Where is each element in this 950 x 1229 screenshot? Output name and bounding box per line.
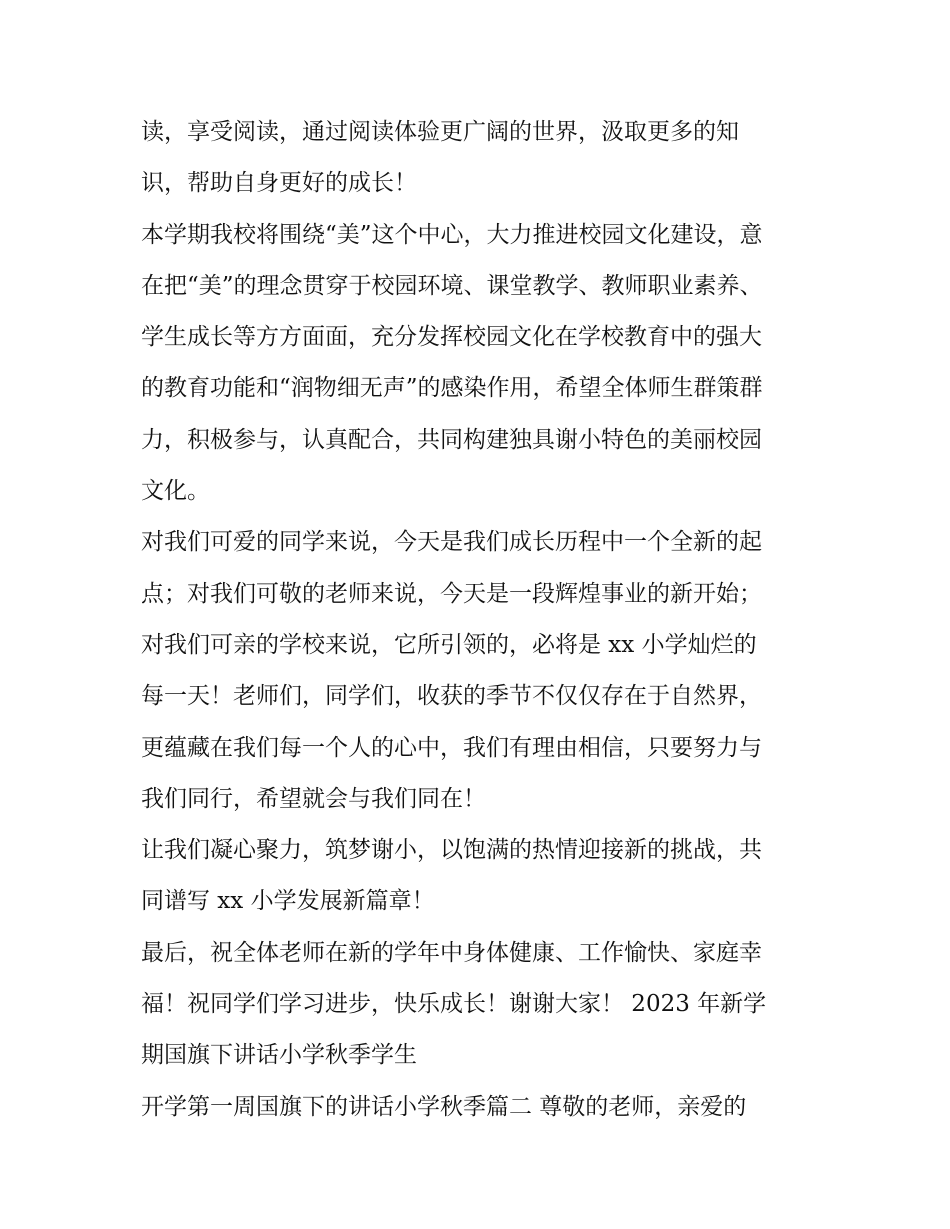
text-line: 期国旗下讲话小学秋季学生 — [141, 1042, 417, 1069]
text-line: 更蕴藏在我们每一个人的心中，我们有理由相信，只要努力与 — [141, 734, 762, 761]
text-line: 的教育功能和“润物细无声”的感染作用，希望全体师生群策群 — [141, 375, 763, 402]
text-line: 读，享受阅读，通过阅读体验更广阔的世界，汲取更多的知 — [141, 119, 739, 145]
text-line: 开学第一周国旗下的讲话小学秋季篇二 尊敬的老师，亲爱的 — [141, 1093, 747, 1120]
text-line: 我们同行，希望就会与我们同在！ — [141, 785, 486, 812]
text-line: 文化。 — [141, 478, 210, 505]
text-line: 学生成长等方方面面，充分发挥校园文化在学校教育中的强大 — [141, 324, 762, 351]
text-line: 同谱写 xx 小学发展新篇章！ — [141, 888, 435, 915]
text-line: 每一天！老师们，同学们，收获的季节不仅仅存在于自然界， — [141, 683, 762, 710]
text-line: 让我们凝心聚力，筑梦谢小，以饱满的热情迎接新的挑战，共 — [141, 837, 762, 864]
text-line: 本学期我校将围绕“美”这个中心，大力推进校园文化建设，意 — [141, 221, 763, 248]
text-line: 最后，祝全体老师在新的学年中身体健康、工作愉快、家庭幸 — [141, 939, 762, 966]
text-line: 福！祝同学们学习进步，快乐成长！谢谢大家！ 2023 年新学 — [141, 991, 767, 1018]
text-line: 点；对我们可敬的老师来说，今天是一段辉煌事业的新开始； — [141, 580, 762, 607]
text-line: 力，积极参与，认真配合，共同构建独具谢小特色的美丽校园 — [141, 426, 762, 453]
text-line: 识，帮助自身更好的成长！ — [141, 170, 417, 197]
document-body — [141, 107, 821, 1133]
text-line: 在把“美”的理念贯穿于校园环境、课堂教学、教师职业素养、 — [141, 272, 763, 299]
text-line: 对我们可爱的同学来说，今天是我们成长历程中一个全新的起 — [141, 529, 762, 556]
text-line: 对我们可亲的学校来说，它所引领的，必将是 xx 小学灿烂的 — [141, 631, 757, 658]
